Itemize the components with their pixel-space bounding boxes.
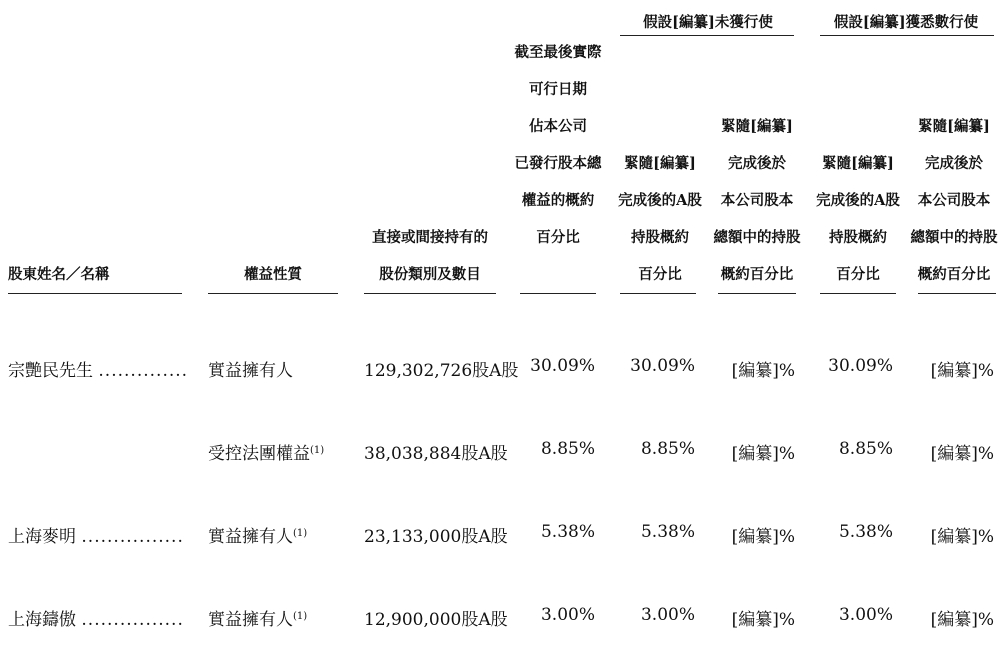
pct-a-exercised: 8.85% [838,439,893,459]
shareholder-name: 上海麥明 ................ [8,527,184,547]
shares-held: 12,900,000股A股 [364,610,508,630]
interest-nature: 實益擁有人$^{(1)}$ [208,610,308,630]
interest-nature: 實益擁有人$^{(1)}$ [208,527,308,547]
group-header-exercised: 假設[編纂]獲悉數行使 [833,14,979,31]
col-rule-pct-total-not-exercised [718,293,796,294]
pct-total-not-exercised: [編纂]% [731,527,795,547]
pct-total-not-exercised: [編纂]% [731,361,795,381]
col-header-name: 股東姓名／名稱 [8,266,110,283]
group-rule-not-exercised [620,35,794,36]
shares-held: 23,133,000股A股 [364,527,508,547]
pct-a-not-exercised: 8.85% [640,439,695,459]
pct-total-not-exercised: [編纂]% [731,444,795,464]
leader-dots: ................ [81,527,184,547]
group-header-not-exercised: 假設[編纂]未獲行使 [643,14,773,31]
pct-total-exercised: [編纂]% [930,527,994,547]
shares-held: 38,038,884股A股 [364,444,508,464]
pct-total-exercised: [編纂]% [930,444,994,464]
pct-a-exercised: 3.00% [838,605,893,625]
shareholder-name: 上海鑄傲 ................ [8,610,184,630]
pct-latest: 8.85% [540,439,595,459]
shares-held: 129,302,726股A股 [364,361,519,381]
col-rule-pct-a-exercised [820,293,896,294]
col-header-pct-a-not-exercised: 緊隨[編纂] 完成後的A股 持股概約 百分比 [618,155,702,283]
pct-a-exercised: 30.09% [828,356,893,376]
shareholder-name: 宗艷民先生 .............. [8,361,189,381]
col-header-pct-total-exercised: 緊隨[編纂] 完成後於 本公司股本 總額中的持股 概約百分比 [910,118,998,283]
interest-nature: 受控法團權益$^{(1)}$ [208,444,325,464]
col-rule-name [8,293,182,294]
col-rule-pct-a-not-exercised [620,293,696,294]
col-header-pct-a-exercised: 緊隨[編纂] 完成後的A股 持股概約 百分比 [816,155,900,283]
col-rule-pct-latest [520,293,596,294]
leader-dots: ................ [81,610,184,630]
pct-a-not-exercised: 3.00% [640,605,695,625]
group-rule-exercised [820,35,994,36]
col-header-nature: 權益性質 [244,266,302,283]
interest-nature: 實益擁有人 [208,361,293,381]
pct-latest: 30.09% [530,356,595,376]
pct-latest: 3.00% [540,605,595,625]
footnote-ref: (1) [293,611,308,622]
leader-dots: .............. [98,361,189,381]
col-rule-shares [364,293,496,294]
pct-total-exercised: [編纂]% [930,361,994,381]
col-header-pct-latest: 截至最後實際 可行日期 佔本公司 已發行股本總 權益的概約 百分比 [514,44,602,246]
col-rule-nature [208,293,338,294]
pct-a-exercised: 5.38% [838,522,893,542]
col-header-pct-total-not-exercised: 緊隨[編纂] 完成後於 本公司股本 總額中的持股 概約百分比 [713,118,801,283]
col-rule-pct-total-exercised [918,293,996,294]
footnote-ref: (1) [310,445,325,456]
footnote-ref: (1) [293,528,308,539]
pct-total-not-exercised: [編纂]% [731,610,795,630]
pct-a-not-exercised: 30.09% [630,356,695,376]
pct-total-exercised: [編纂]% [930,610,994,630]
col-header-shares: 直接或間接持有的 股份類別及數目 [372,229,488,283]
pct-a-not-exercised: 5.38% [640,522,695,542]
pct-latest: 5.38% [540,522,595,542]
